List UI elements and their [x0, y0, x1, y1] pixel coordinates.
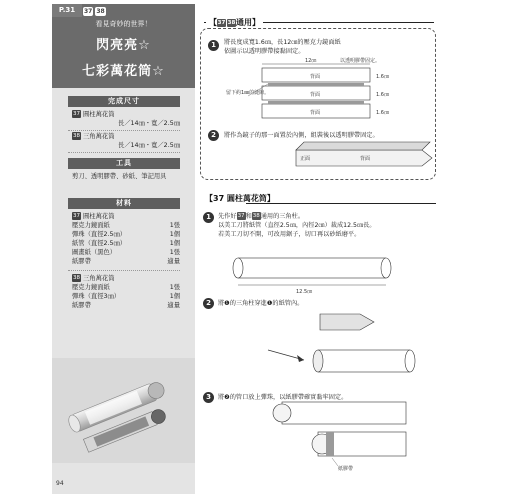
material-qty: 1個 — [169, 231, 180, 238]
material-label: 彈珠（直徑3㎝） — [72, 293, 121, 300]
common-badge-38: 38 — [227, 19, 236, 26]
width-label-1: 1.6㎝ — [376, 74, 389, 80]
paper-tube-diagram — [233, 258, 391, 295]
finished-badge-38: 38 — [73, 133, 80, 139]
common-step1-number: 1 — [208, 40, 219, 51]
material-qty: 1張 — [169, 249, 180, 256]
material-qty: 1個 — [169, 293, 180, 300]
material-qty: 1個 — [169, 240, 180, 247]
gap-label: 留下約1㎜的縫隙。 — [226, 90, 270, 96]
marble-tape-diagram — [273, 402, 406, 472]
width-label-3: 1.6㎝ — [376, 110, 389, 116]
finished-dims-37: 長／14㎝・寬／2.5㎝ — [117, 120, 180, 127]
bracket-open: 【 — [209, 18, 217, 27]
triangular-prism-diagram — [296, 142, 432, 166]
tools-heading: 工具 — [68, 158, 180, 169]
cylinder-title: 【37 圓柱萬花筒】 — [202, 193, 278, 204]
tape-strip-1 — [268, 83, 364, 86]
header-badge-37: 37 — [84, 8, 93, 15]
cylinder-step1-line2: 以美工刀將紙管（直徑2.5㎝，內徑2㎝）裁成12.5㎝長。 — [218, 222, 376, 229]
strip-back-label: 背面 — [310, 74, 321, 80]
common-step1-line2: 依圖示以透明膠帶接黏固定。 — [224, 48, 305, 55]
cylinder-step1-text-a: 先作好 — [218, 213, 237, 220]
cylinder-step2-number: 2 — [203, 298, 214, 309]
material-qty: 1張 — [169, 222, 180, 229]
page-title-line2: 七彩萬花筒☆ — [82, 64, 165, 79]
finished-name-38: 三角萬花筒 — [83, 133, 115, 140]
material-label: 壓克力鏡面紙 — [72, 222, 110, 229]
cylinder-step1-line3: 若美工刀切不開，可改用鋸子，切口再以砂紙磨平。 — [218, 231, 361, 238]
material-qty: 適量 — [167, 302, 180, 309]
cylinder-step3-text: 將❷的管口放上彈珠，以紙膠帶確實黏牢固定。 — [218, 394, 348, 401]
common-step1-line1: 將長度成寬1.6㎝，長12㎝的壓克力鏡面紙 — [224, 39, 341, 46]
common-badge-37: 37 — [217, 19, 226, 26]
prism-front-label: 正面 — [300, 156, 311, 162]
cylinder-step2-text: 將❶的三角柱穿進❶的紙管內。 — [218, 300, 304, 307]
cylinder-step1-badge-37: 37 — [237, 213, 245, 219]
strip-length-label: 12㎝ — [305, 58, 317, 64]
cylinder-step1-text-c: 通用的三角柱。 — [260, 213, 305, 220]
cylinder-step1-text-b: 和 — [245, 213, 252, 220]
width-label-2: 1.6㎝ — [376, 92, 389, 98]
material-label: 紙管（直徑2.5㎝） — [72, 240, 127, 247]
material-label: 壓克力鏡面紙 — [72, 284, 110, 291]
page-title-line1: 閃亮亮☆ — [96, 38, 151, 53]
tape-fixed-label: 以透明膠帶固定。 — [340, 58, 381, 64]
tools-text: 剪刀、透明膠帶、砂紙、筆記用具 — [72, 173, 167, 180]
material-qty: 適量 — [167, 258, 180, 265]
finished-badge-37: 37 — [73, 111, 80, 117]
finished-name-37: 圓柱萬花筒 — [83, 111, 115, 118]
materials-badge-38: 38 — [73, 275, 80, 281]
cylinder-step1-badge-38: 38 — [252, 213, 260, 219]
common-step2-number: 2 — [208, 130, 219, 141]
common-title-suffix: 通用】 — [236, 18, 260, 27]
material-label: 圖畫紙（黑色） — [72, 249, 117, 256]
material-label: 紙膠帶 — [72, 258, 91, 265]
insert-prism-diagram — [268, 314, 415, 372]
tape-label: 紙膠帶 — [338, 466, 354, 472]
materials-heading: 材料 — [68, 198, 180, 209]
material-label: 彈珠（直徑2.5㎝） — [72, 231, 127, 238]
common-step2-text: 將作為鏡子的那一面置於內側，組裝後以透明膠帶固定。 — [224, 132, 379, 139]
header-subtitle: 看見奇妙的世界！ — [95, 20, 152, 28]
tube-length-label: 12.5㎝ — [296, 289, 313, 295]
header-badge-38: 38 — [96, 8, 105, 15]
page-tag: P.31 — [52, 4, 82, 17]
prism-back-label: 背面 — [360, 156, 371, 162]
materials-group-name-38: 三角萬花筒 — [83, 275, 115, 282]
cylinder-step3-number: 3 — [203, 392, 214, 403]
material-qty: 1張 — [169, 284, 180, 291]
materials-group-name-37: 圓柱萬花筒 — [83, 213, 115, 220]
tape-strip-2 — [268, 101, 364, 104]
page-number: 94 — [56, 480, 64, 487]
finished-size-heading: 完成尺寸 — [68, 96, 180, 107]
finished-dims-38: 長／14㎝・寬／2.5㎝ — [117, 142, 180, 149]
material-label: 紙膠帶 — [72, 302, 91, 309]
materials-badge-37: 37 — [73, 213, 80, 219]
mirror-strips-diagram — [226, 57, 389, 118]
strip-back-label-3: 背面 — [310, 110, 321, 116]
strip-back-label-2: 背面 — [310, 92, 321, 98]
cylinder-step1-number: 1 — [203, 212, 214, 223]
